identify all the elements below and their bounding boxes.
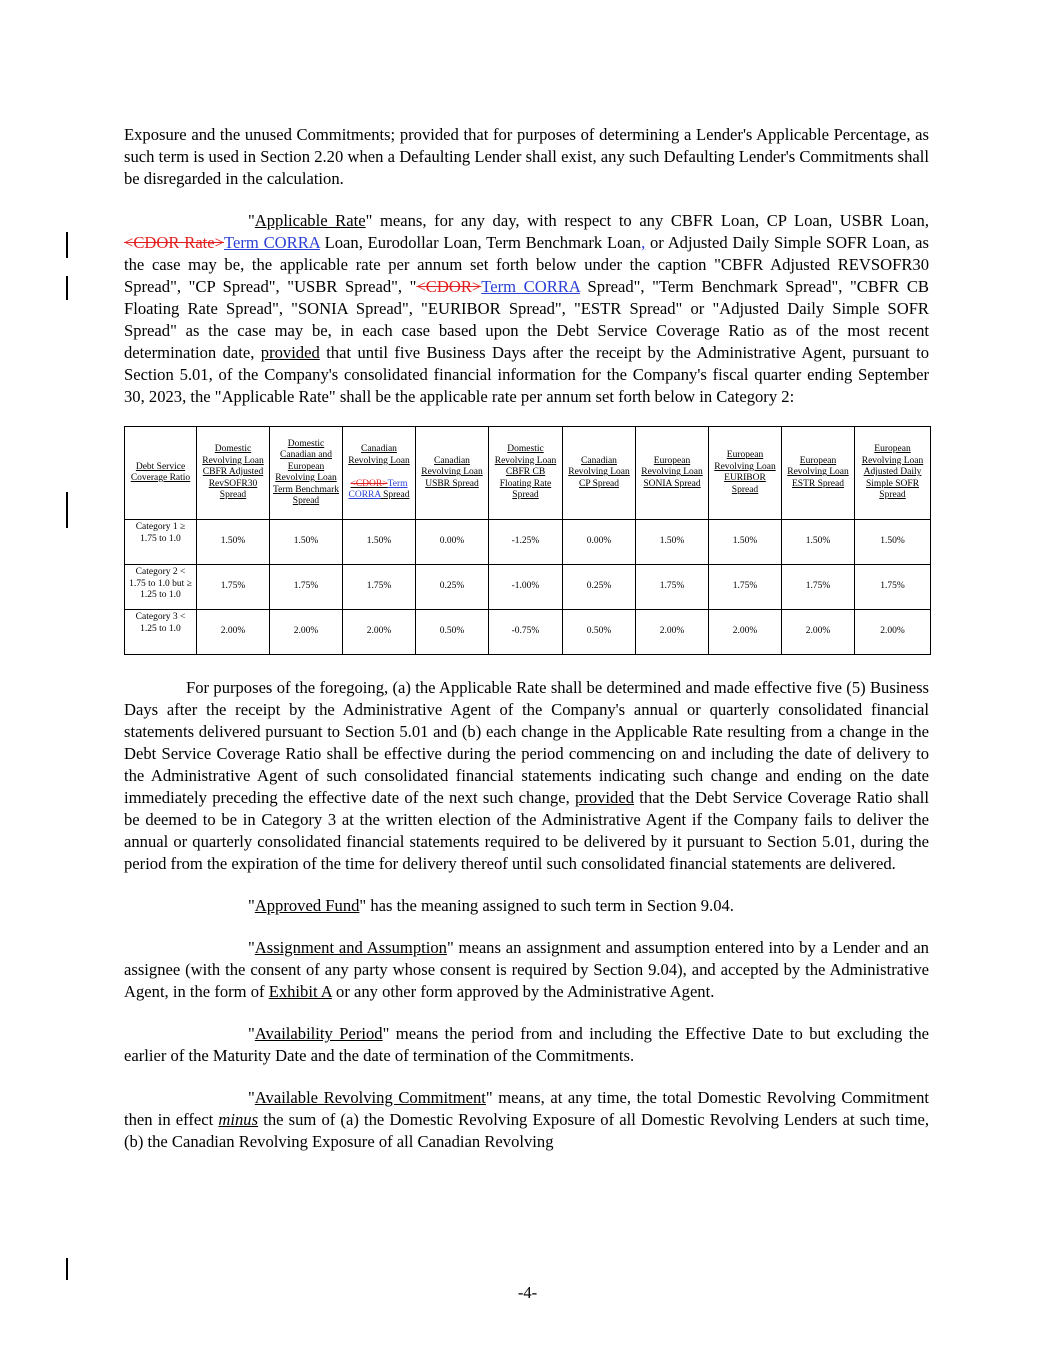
category-cell: Category 2 < 1.75 to 1.0 but ≥ 1.25 to 1.0	[125, 565, 197, 610]
rate-cell: 1.50%	[343, 520, 416, 565]
inserted-text: Term CORRA	[224, 233, 320, 252]
rate-cell: 0.25%	[416, 565, 489, 610]
change-bar	[66, 232, 68, 258]
header-cell: European Revolving Loan Adjusted Daily Simple SOFR Spread	[855, 427, 931, 520]
table-row	[125, 610, 931, 655]
rate-cell: 2.00%	[709, 610, 782, 655]
rate-cell: 1.50%	[855, 520, 931, 565]
change-bar	[66, 492, 68, 528]
rate-cell: 1.50%	[782, 520, 855, 565]
definition-applicable-rate: "Applicable Rate" means, for any day, with respect to any CBFR Loan, CP Loan, USBR Loan, <CDOR Rate>Term CORRA Loan, Eurodollar Loan, Term Benchmark Loan, or Adjusted Daily Simple SOFR Loan, as the case may be, the applicable rate per annum set forth below under the caption "CBFR Adjusted REVSOFR30 Spread", "CP Spread", "USBR Spread", "<CDOR>Term CORRA Spread", "Term Benchmark Spread", "CBFR CB Floating Rate Spread", "SONIA Spread", "EURIBOR Spread", "ESTR Spread" or "Adjusted Daily Simple SOFR Spread" as the case may be, in each case based upon the Debt Service Coverage Ratio as of the most recent determination date, provided that until five Business Days after the receipt by the Administrative Agent, pursuant to Section 5.01, of the Company's consolidated financial information for the Company's fiscal quarter ending September 30, 2023, the "Applicable Rate" shall be the applicable rate per annum set forth below in Category 2:	[124, 211, 929, 406]
document-page	[124, 124, 929, 1153]
rate-cell: 0.00%	[563, 520, 636, 565]
table-row	[125, 565, 931, 610]
rate-cell: 2.00%	[636, 610, 709, 655]
applicable-rate-table	[124, 426, 931, 655]
header-cell: European Revolving Loan SONIA Spread	[636, 427, 709, 520]
rate-cell: 2.00%	[197, 610, 270, 655]
header-cell: Canadian Revolving Loan CP Spread	[563, 427, 636, 520]
rate-cell: 1.75%	[709, 565, 782, 610]
inserted-text: Term CORRA	[481, 277, 580, 296]
rate-cell: 1.75%	[782, 565, 855, 610]
defined-term: Assignment and Assumption	[254, 938, 447, 957]
definition-assignment-and-assumption: "Assignment and Assumption" means an assignment and assumption entered into by a Lender and an assignee (with the consent of any party whose consent is required by Section 9.04), and accepted by the Administrative Agent, in the form of Exhibit A or any other form approved by the Administrative Agent.	[124, 938, 929, 1001]
inserted-text: Term CORRA	[348, 478, 408, 501]
definition-availability-period: "Availability Period" means the period from and including the Effective Date to but excluding the earlier of the Maturity Date and the date of termination of the Commitments.	[124, 1024, 929, 1065]
provided-term: provided	[575, 788, 635, 807]
rate-cell: 2.00%	[855, 610, 931, 655]
rate-cell: 1.50%	[709, 520, 782, 565]
rate-cell: 2.00%	[270, 610, 343, 655]
header-cell: Domestic Revolving Loan CBFR CB Floating Rate Spread	[489, 427, 563, 520]
paragraph-exposure: Exposure and the unused Commitments; provided that for purposes of determining a Lender's Applicable Percentage, as such term is used in Section 2.20 when a Defaulting Lender shall exist, any such Defaulting Lender's Commitments shall be disregarded in the calculation.	[124, 125, 929, 188]
defined-term: Available Revolving Commitment	[254, 1088, 486, 1107]
category-cell: Category 3 < 1.25 to 1.0	[125, 610, 197, 655]
rate-cell: 1.75%	[270, 565, 343, 610]
defined-term: Applicable Rate	[254, 211, 366, 230]
defined-term: Availability Period	[254, 1024, 383, 1043]
category-cell: Category 1 ≥ 1.75 to 1.0	[125, 520, 197, 565]
header-cell: Canadian Revolving Loan USBR Spread	[416, 427, 489, 520]
rate-cell: 0.25%	[563, 565, 636, 610]
header-cell: Domestic Revolving Loan CBFR Adjusted RevSOFR30 Spread	[197, 427, 270, 520]
rate-cell: 1.75%	[197, 565, 270, 610]
page-number: -4-	[517, 1283, 538, 1302]
header-cell: Domestic Canadian and European Revolving Loan Term Benchmark Spread	[270, 427, 343, 520]
paragraph-for-purposes: For purposes of the foregoing, (a) the Applicable Rate shall be determined and made effective five (5) Business Days after the receipt by the Administrative Agent of the Company's annual or quarterly consolidated financial statements delivered pursuant to Section 5.01 and (b) each change in the Applicable Rate resulting from a change in the Debt Service Coverage Ratio shall be effective during the period commencing on and including the date of delivery to the Administrative Agent of such consolidated financial statements indicating such change and ending on the date immediately preceding the effective date of the next such change, provided that the Debt Service Coverage Ratio shall be deemed to be in Category 3 at the written election of the Administrative Agent if the Company fails to deliver the annual or quarterly consolidated financial statements required to be delivered by it pursuant to Section 5.01, during the period from the expiration of the time for delivery thereof until such consolidated financial statements are delivered.	[124, 678, 930, 873]
definition-approved-fund: "Approved Fund" has the meaning assigned to such term in Section 9.04.	[248, 896, 734, 915]
change-bar	[66, 276, 68, 300]
rate-cell: 1.75%	[636, 565, 709, 610]
header-cell: European Revolving Loan ESTR Spread	[782, 427, 855, 520]
rate-cell: -1.25%	[489, 520, 563, 565]
table-header-row	[125, 427, 931, 520]
defined-term: Approved Fund	[254, 896, 360, 915]
rate-cell: -1.00%	[489, 565, 563, 610]
header-cell: European Revolving Loan EURIBOR Spread	[709, 427, 782, 520]
table-row	[125, 520, 931, 565]
deleted-text: <CDOR>	[350, 478, 388, 489]
rate-cell: 2.00%	[782, 610, 855, 655]
rate-cell: 0.50%	[563, 610, 636, 655]
minus-term: minus	[218, 1110, 259, 1129]
rate-cell: 1.75%	[855, 565, 931, 610]
deleted-text: <CDOR Rate>	[124, 233, 225, 252]
rate-cell: -0.75%	[489, 610, 563, 655]
header-cell: Debt Service Coverage Ratio	[125, 427, 197, 520]
rate-cell: 0.00%	[416, 520, 489, 565]
exhibit-reference: Exhibit A	[268, 982, 332, 1001]
rate-cell: 1.75%	[343, 565, 416, 610]
change-bar	[66, 1258, 68, 1280]
rate-cell: 1.50%	[270, 520, 343, 565]
rate-cell: 1.50%	[197, 520, 270, 565]
rate-cell: 1.50%	[636, 520, 709, 565]
header-cell: Canadian Revolving Loan <CDOR>Term CORRA Spread	[343, 427, 416, 520]
inserted-text: ,	[641, 233, 646, 252]
provided-term: provided	[260, 343, 320, 362]
definition-available-revolving-commitment: "Available Revolving Commitment" means, at any time, the total Domestic Revolving Commitment then in effect minus the sum of (a) the Domestic Revolving Exposure of all Domestic Revolving Lenders at such time, (b) the Canadian Revolving Exposure of all Canadian Revolving	[124, 1088, 929, 1151]
rate-cell: 0.50%	[416, 610, 489, 655]
rate-cell: 2.00%	[343, 610, 416, 655]
deleted-text: <CDOR>	[416, 277, 482, 296]
